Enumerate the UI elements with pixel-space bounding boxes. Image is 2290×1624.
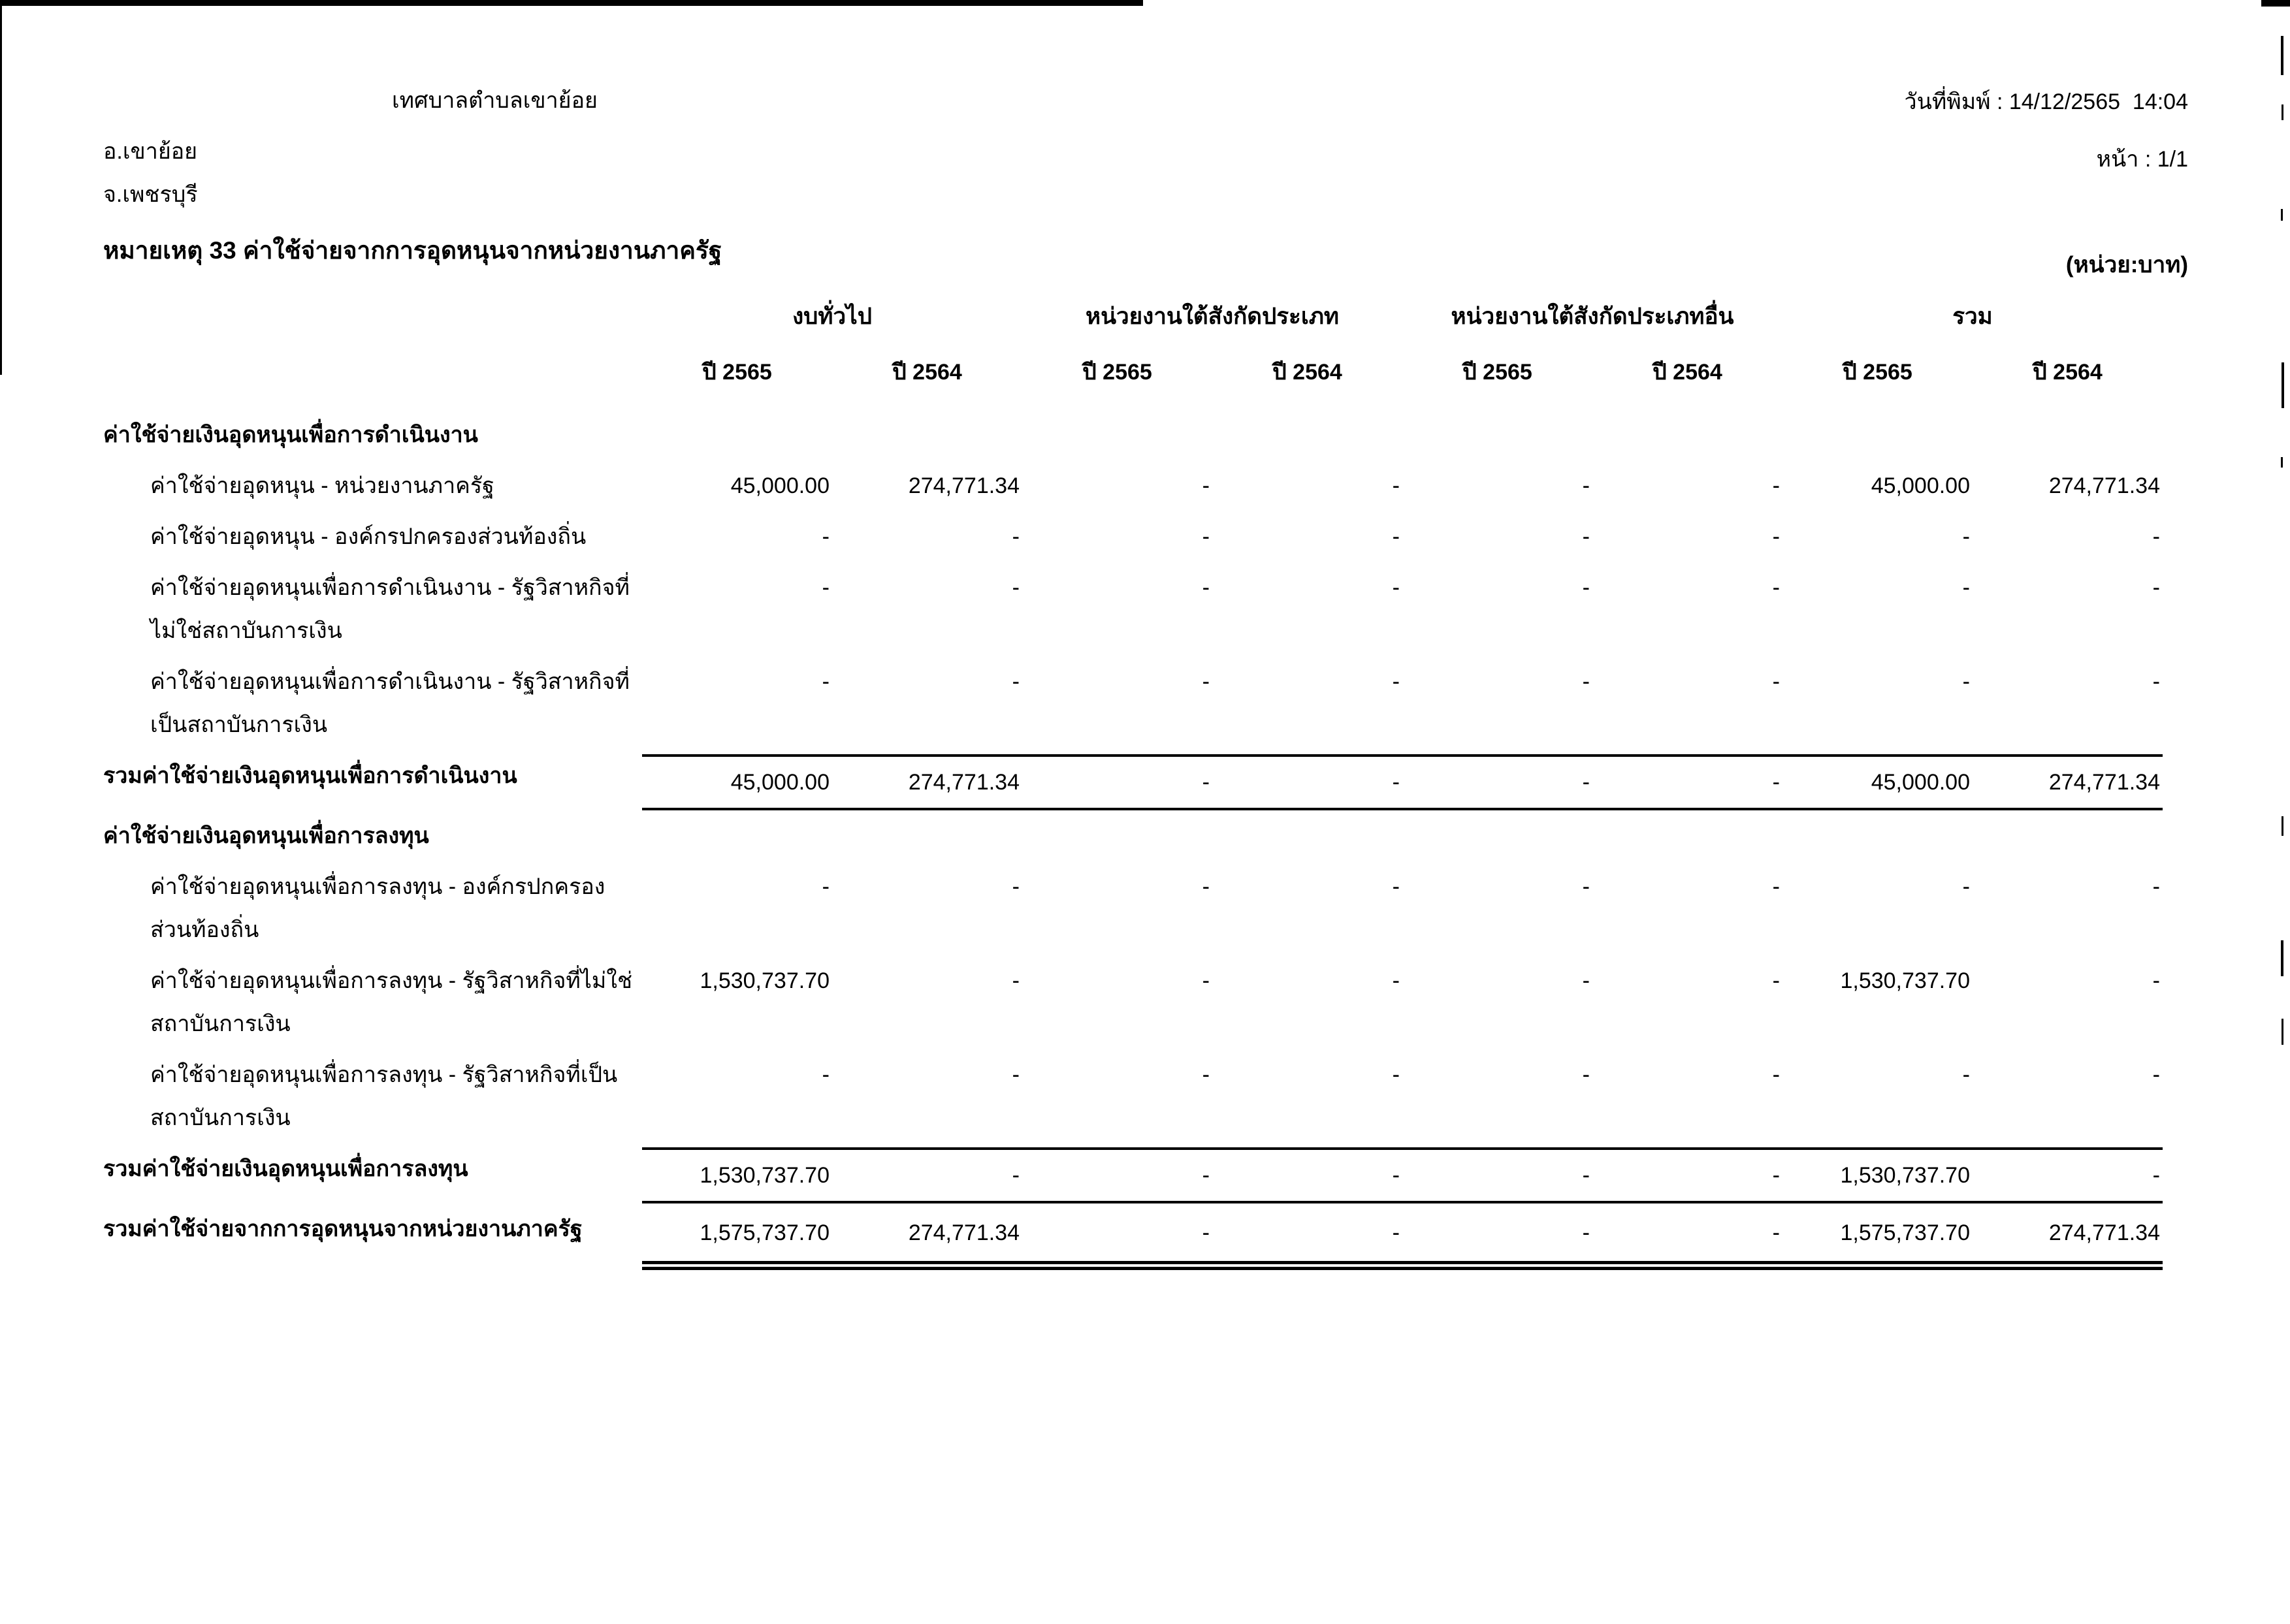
value-cell: 45,000.00 xyxy=(1871,473,1970,498)
value-cell: - xyxy=(2152,968,2160,993)
table-row-item xyxy=(103,660,2167,746)
value-cell: - xyxy=(1772,1220,1780,1245)
table-row-item xyxy=(103,959,2167,1045)
value-cell: 1,575,737.70 xyxy=(700,1220,830,1245)
value-cell: - xyxy=(1582,968,1590,993)
value-cell: - xyxy=(1202,1220,1210,1245)
value-cell: - xyxy=(1202,524,1210,549)
value-cell: - xyxy=(1012,1163,1020,1188)
scan-edge-left xyxy=(0,6,2,375)
value-cell: - xyxy=(1012,524,1020,549)
scan-edge-top-right xyxy=(2261,0,2290,7)
year-column-header: ปี 2565 xyxy=(1843,360,1912,385)
table-row-item xyxy=(103,566,2167,652)
table-row-section xyxy=(103,814,2167,857)
value-cell: - xyxy=(822,874,830,899)
value-cell: 1,530,737.70 xyxy=(700,968,830,993)
value-cell: - xyxy=(2152,575,2160,600)
table-row-item xyxy=(103,464,2167,507)
value-cell: 45,000.00 xyxy=(1871,770,1970,795)
value-cell: - xyxy=(1582,669,1590,694)
value-cell: - xyxy=(1012,669,1020,694)
table-row-grand xyxy=(103,1207,2167,1270)
year-column-header: ปี 2564 xyxy=(1653,360,1722,385)
value-cell: - xyxy=(1582,524,1590,549)
value-cell: 1,575,737.70 xyxy=(1840,1220,1970,1245)
value-cell: - xyxy=(1772,524,1780,549)
value-cell: - xyxy=(1772,1163,1780,1188)
value-cell: 274,771.34 xyxy=(2048,770,2160,795)
row-label: ค่าใช้จ่ายอุดหนุนเพื่อการดำเนินงาน - รัฐวิสาหกิจที่ไม่ใช่สถาบันการเงิน xyxy=(150,575,630,643)
table-column-group-row xyxy=(103,297,2167,336)
value-cell: - xyxy=(1392,770,1400,795)
row-label: ค่าใช้จ่ายอุดหนุนเพื่อการลงทุน - รัฐวิสาหกิจที่เป็นสถาบันการเงิน xyxy=(150,1062,618,1130)
row-values xyxy=(642,566,2163,609)
value-cell: - xyxy=(1962,874,1970,899)
value-cell: 274,771.34 xyxy=(2048,473,2160,498)
value-cell: - xyxy=(1392,1163,1400,1188)
value-cell: - xyxy=(822,1062,830,1087)
row-label: รวมค่าใช้จ่ายเงินอุดหนุนเพื่อการดำเนินงาน xyxy=(103,763,517,788)
value-cell: - xyxy=(822,669,830,694)
value-cell: - xyxy=(2152,874,2160,899)
value-cell: 45,000.00 xyxy=(730,473,830,498)
table-row-item xyxy=(103,1053,2167,1139)
value-cell: - xyxy=(2152,524,2160,549)
value-cell: - xyxy=(822,524,830,549)
row-values xyxy=(642,660,2163,703)
value-cell: - xyxy=(1962,575,1970,600)
value-cell: - xyxy=(1772,968,1780,993)
value-cell: 274,771.34 xyxy=(2048,1220,2160,1245)
year-column-header: ปี 2564 xyxy=(892,360,962,385)
value-cell: 274,771.34 xyxy=(908,770,1020,795)
value-cell: - xyxy=(1392,1220,1400,1245)
row-values xyxy=(642,959,2163,1002)
value-cell: - xyxy=(1392,968,1400,993)
unit-label: (หน่วย:บาท) xyxy=(2065,252,2188,278)
value-cell: - xyxy=(1202,575,1210,600)
row-values xyxy=(642,1147,2163,1203)
province-name: จ.เพชรบุรี xyxy=(103,182,198,207)
value-cell: 1,530,737.70 xyxy=(1840,968,1970,993)
row-values xyxy=(642,1207,2163,1270)
note-title: หมายเหตุ 33 ค่าใช้จ่ายจากการอุดหนุนจากหน่วยงานภาครัฐ xyxy=(103,237,722,264)
value-cell: - xyxy=(1582,1062,1590,1087)
value-cell: - xyxy=(1012,1062,1020,1087)
row-label: ค่าใช้จ่ายอุดหนุน - องค์กรปกครองส่วนท้องถิ่น xyxy=(150,524,587,549)
year-column-header: ปี 2565 xyxy=(1082,360,1152,385)
value-cell: - xyxy=(1202,669,1210,694)
value-cell: - xyxy=(1772,473,1780,498)
group-row-cells xyxy=(642,297,2163,336)
value-cell: 1,530,737.70 xyxy=(1840,1163,1970,1188)
scan-tick xyxy=(2281,36,2283,75)
value-cell: 274,771.34 xyxy=(908,473,1020,498)
value-cell: - xyxy=(1202,874,1210,899)
row-values xyxy=(642,1053,2163,1096)
value-cell: - xyxy=(1392,473,1400,498)
notes-table-body xyxy=(103,413,2167,1270)
value-cell: - xyxy=(1392,669,1400,694)
column-group-header: รวม xyxy=(1952,304,1993,329)
scan-tick xyxy=(2282,1019,2283,1045)
value-cell: - xyxy=(1202,1163,1210,1188)
row-label: ค่าใช้จ่ายอุดหนุน - หน่วยงานภาครัฐ xyxy=(150,473,494,498)
value-cell: - xyxy=(1202,968,1210,993)
row-label: ค่าใช้จ่ายอุดหนุนเพื่อการลงทุน - องค์กรปกครองส่วนท้องถิ่น xyxy=(150,874,605,942)
year-column-header: ปี 2565 xyxy=(1462,360,1532,385)
value-cell: - xyxy=(1392,1062,1400,1087)
value-cell: - xyxy=(2152,1163,2160,1188)
print-date: วันที่พิมพ์ : 14/12/2565 14:04 xyxy=(1904,89,2188,114)
scan-tick xyxy=(2281,209,2283,221)
scan-tick xyxy=(2281,457,2283,468)
table-year-header-row xyxy=(103,351,2167,394)
value-cell: - xyxy=(1582,473,1590,498)
row-label: ค่าใช้จ่ายเงินอุดหนุนเพื่อการดำเนินงาน xyxy=(103,422,478,447)
scan-edge-top xyxy=(0,0,1143,6)
value-cell: - xyxy=(1392,524,1400,549)
value-cell: - xyxy=(822,575,830,600)
row-label: รวมค่าใช้จ่ายจากการอุดหนุนจากหน่วยงานภาครัฐ xyxy=(103,1217,583,1241)
column-group-header: งบทั่วไป xyxy=(792,304,872,329)
row-label: ค่าใช้จ่ายอุดหนุนเพื่อการลงทุน - รัฐวิสาหกิจที่ไม่ใช่สถาบันการเงิน xyxy=(150,968,633,1036)
value-cell: - xyxy=(1962,669,1970,694)
row-label: ค่าใช้จ่ายเงินอุดหนุนเพื่อการลงทุน xyxy=(103,823,429,848)
column-group-header: หน่วยงานใต้สังกัดประเภทอื่น xyxy=(1451,304,1734,329)
value-cell: - xyxy=(1202,1062,1210,1087)
value-cell: - xyxy=(2152,1062,2160,1087)
value-cell: - xyxy=(1392,575,1400,600)
value-cell: - xyxy=(1582,874,1590,899)
notes-table xyxy=(103,297,2167,1274)
year-column-header: ปี 2564 xyxy=(2033,360,2103,385)
table-row-item xyxy=(103,865,2167,951)
value-cell: 274,771.34 xyxy=(908,1220,1020,1245)
row-label: รวมค่าใช้จ่ายเงินอุดหนุนเพื่อการลงทุน xyxy=(103,1156,468,1181)
value-cell: - xyxy=(1772,874,1780,899)
value-cell: - xyxy=(1582,575,1590,600)
row-label: ค่าใช้จ่ายอุดหนุนเพื่อการดำเนินงาน - รัฐวิสาหกิจที่เป็นสถาบันการเงิน xyxy=(150,669,630,737)
row-values xyxy=(642,865,2163,908)
year-row-cells xyxy=(642,351,2163,394)
row-values xyxy=(642,515,2163,558)
scan-tick xyxy=(2282,104,2283,120)
value-cell: - xyxy=(1772,669,1780,694)
value-cell: - xyxy=(2152,669,2160,694)
value-cell: - xyxy=(1202,473,1210,498)
value-cell: - xyxy=(1012,968,1020,993)
year-column-header: ปี 2564 xyxy=(1272,360,1342,385)
value-cell: - xyxy=(1772,1062,1780,1087)
scan-tick xyxy=(2282,816,2283,836)
value-cell: - xyxy=(1582,770,1590,795)
row-values xyxy=(642,464,2163,507)
table-row-section xyxy=(103,413,2167,456)
value-cell: - xyxy=(1202,770,1210,795)
row-values xyxy=(642,754,2163,810)
value-cell: - xyxy=(1772,770,1780,795)
year-column-header: ปี 2565 xyxy=(702,360,772,385)
value-cell: - xyxy=(1012,575,1020,600)
value-cell: 1,530,737.70 xyxy=(700,1163,830,1188)
value-cell: - xyxy=(1962,1062,1970,1087)
table-row-total xyxy=(103,754,2167,810)
table-row-item xyxy=(103,515,2167,558)
value-cell: 45,000.00 xyxy=(730,770,830,795)
district-name: อ.เขาย้อย xyxy=(103,139,198,164)
value-cell: - xyxy=(1012,874,1020,899)
value-cell: - xyxy=(1582,1163,1590,1188)
scan-tick xyxy=(2282,362,2284,408)
scan-tick xyxy=(2281,940,2283,976)
municipality-name: เทศบาลตำบลเขาย้อย xyxy=(392,88,598,113)
value-cell: - xyxy=(1772,575,1780,600)
value-cell: - xyxy=(1392,874,1400,899)
table-row-total xyxy=(103,1147,2167,1203)
page-number: หน้า : 1/1 xyxy=(2096,147,2188,172)
column-group-header: หน่วยงานใต้สังกัดประเภท xyxy=(1086,304,1339,329)
value-cell: - xyxy=(1962,524,1970,549)
value-cell: - xyxy=(1582,1220,1590,1245)
